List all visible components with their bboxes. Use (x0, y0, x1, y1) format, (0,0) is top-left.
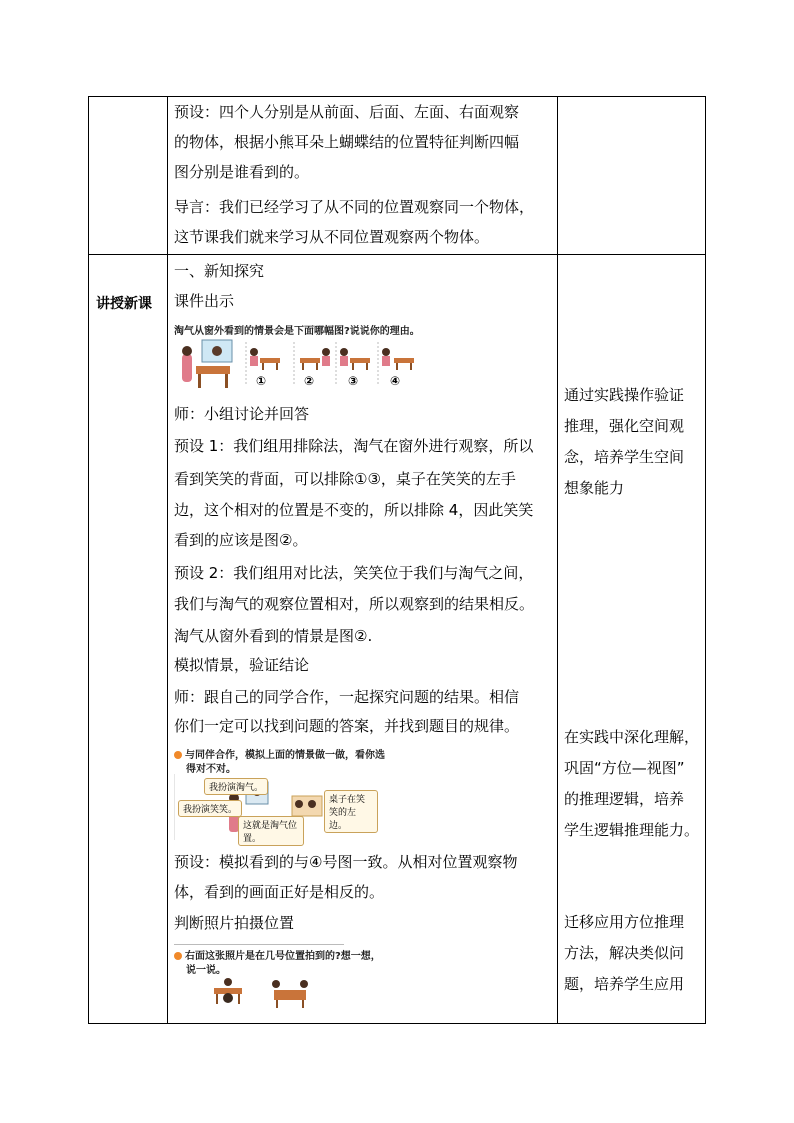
heading-new-knowledge: 一、新知探究 (174, 262, 265, 280)
figure1-caption: 淘气从窗外看到的情景会是下面哪幅图?说说你的理由。 (174, 326, 420, 337)
row1-line-3: 图分别是谁看到的。 (174, 163, 310, 181)
column-divider-1 (167, 97, 168, 1023)
preset1-line-3: 边，这个相对的位置是不变的，所以排除 4，因此笑笑 (174, 501, 534, 519)
section-label: 讲授新课 (96, 296, 152, 312)
figure3-illustration (174, 974, 344, 1010)
teacher-cooperate-line-2: 你们一定可以找到问题的答案，并找到题目的规律。 (174, 717, 520, 735)
row1-line-4: 导言：我们已经学习了从不同的位置观察同一个物体， (174, 198, 535, 216)
simulate-heading: 模拟情景，验证结论 (174, 656, 310, 674)
column-divider-2 (557, 97, 558, 1023)
note1-line-1: 通过实践操作验证 (564, 386, 685, 404)
figure-photo-position (174, 944, 381, 1010)
teacher-group-discussion: 师：小组讨论并回答 (174, 405, 310, 423)
row1-line-2: 的物体，根据小熊耳朵上蝴蝶结的位置特征判断四幅 (174, 133, 520, 151)
figure1-illustration (174, 336, 424, 394)
photo-position-heading: 判断照片拍摄位置 (174, 914, 295, 932)
figure2-caption-1: 与同伴合作，模拟上面的情景做一做，看你选 (185, 750, 385, 761)
note2-line-3: 的推理逻辑，培养 (564, 790, 685, 808)
note2-line-2: 巩固“方位—视图” (564, 759, 685, 777)
orange-bullet-icon (174, 751, 182, 759)
preset2-line-1: 预设 2：我们组用对比法，笑笑位于我们与淘气之间， (174, 564, 534, 582)
figure3-caption-1: 右面这张照片是在几号位置拍到的?想一想， (185, 951, 381, 962)
option-1-label: ① (256, 374, 267, 388)
note2-line-1: 在实践中深化理解， (564, 728, 700, 746)
figure3-caption-2: 说一说。 (186, 965, 226, 976)
figure2-caption-2: 得对不对。 (186, 764, 236, 775)
preset-simulate-line-1: 预设：模拟看到的与④号图一致。从相对位置观察物 (174, 853, 518, 871)
note2-line-4: 学生逻辑推理能力。 (564, 821, 700, 839)
option-2-label: ② (304, 374, 315, 388)
note3-line-2: 方法，解决类似问 (564, 944, 685, 962)
bubble-taoqi-position: 这就是淘气位置。 (238, 816, 304, 846)
option-4-label: ④ (390, 374, 401, 388)
row1-line-5: 这节课我们就来学习从不同位置观察两个物体。 (174, 228, 490, 246)
preset-simulate-line-2: 体，看到的画面正好是相反的。 (174, 883, 385, 901)
row1-line-1: 预设：四个人分别是从前面、后面、左面、右面观察 (174, 103, 520, 121)
preset1-line-1: 预设 1：我们组用排除法，淘气在窗外进行观察，所以 (174, 437, 534, 455)
row-divider (89, 254, 705, 255)
note1-line-4: 想象能力 (564, 479, 625, 497)
bubble-play-taoqi: 我扮演淘气。 (204, 778, 268, 795)
option-3-label: ③ (348, 374, 359, 388)
note1-line-2: 推理，强化空间观 (564, 417, 685, 435)
orange-bullet-icon (174, 952, 182, 960)
bubble-table-left: 桌子在笑笑的左边。 (324, 790, 378, 833)
preset2-line-2: 我们与淘气的观察位置相对，所以观察到的结果相反。 (174, 595, 535, 613)
preset2-line-3: 淘气从窗外看到的情景是图②. (174, 627, 373, 645)
teacher-cooperate-line-1: 师：跟自己的同学合作，一起探究问题的结果。相信 (174, 688, 520, 706)
preset1-line-4: 看到的应该是图②。 (174, 531, 308, 549)
bubble-play-xiaoxiao: 我扮演笑笑。 (178, 800, 242, 817)
courseware-show: 课件出示 (174, 292, 235, 310)
preset1-line-2: 看到笑笑的背面，可以排除①③，桌子在笑笑的左手 (174, 470, 516, 488)
figure-simulation (174, 746, 385, 844)
note3-line-3: 题，培养学生应用 (564, 975, 685, 993)
note3-line-1: 迁移应用方位推理 (564, 913, 685, 931)
note1-line-3: 念，培养学生空间 (564, 448, 685, 466)
figure-window-view (174, 322, 424, 392)
